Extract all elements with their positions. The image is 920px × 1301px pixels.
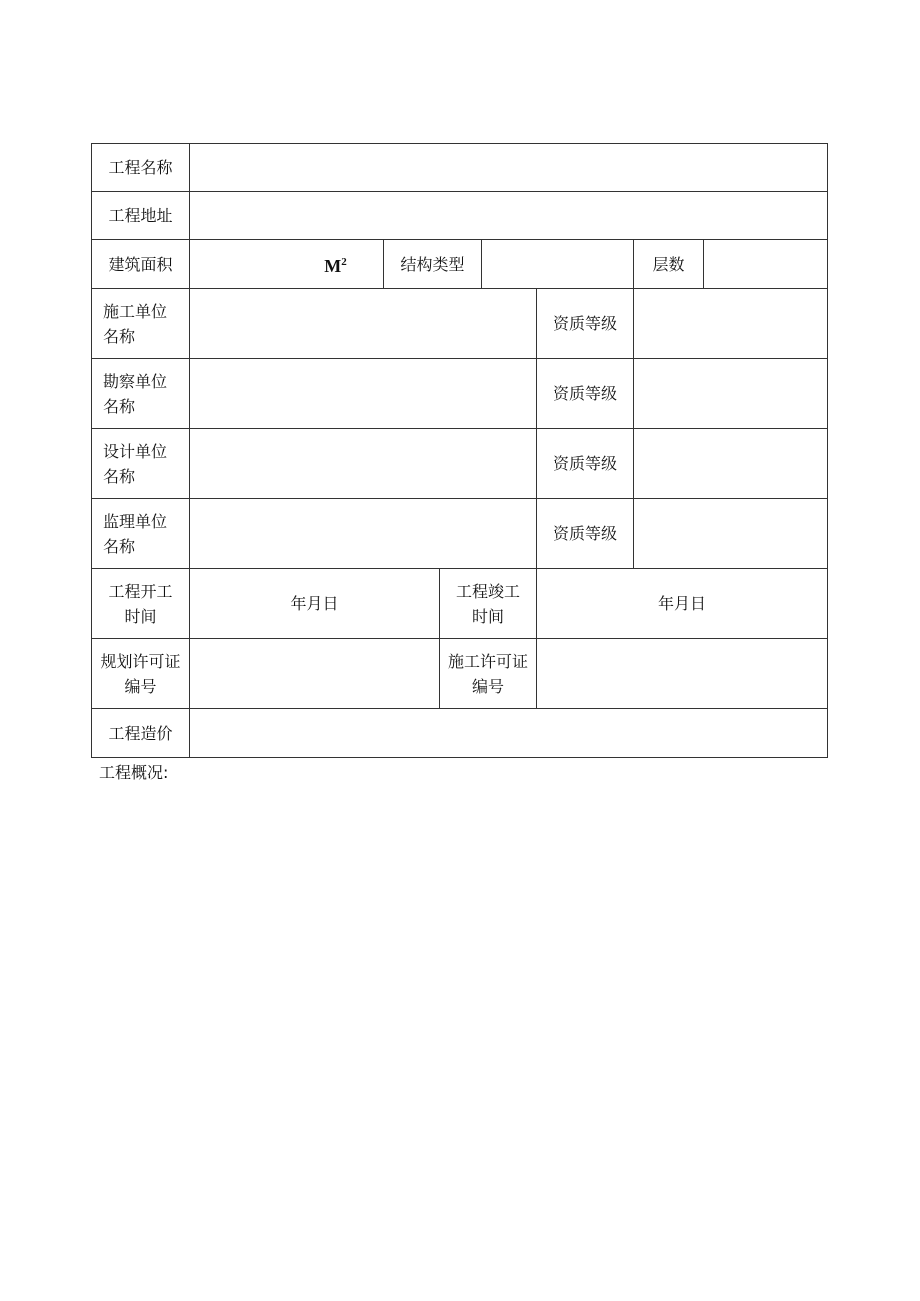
- floors-label: 层数: [652, 254, 685, 274]
- floors-field[interactable]: [704, 240, 827, 288]
- project-cost-label: 工程造价: [108, 723, 173, 743]
- planning-permit-field[interactable]: [190, 639, 439, 708]
- completion-time-label: 工程竣工 时间: [455, 581, 520, 626]
- construction-qualification-field[interactable]: [634, 289, 827, 358]
- design-qualification-label: 资质等级: [552, 454, 617, 473]
- building-area-label: 建筑面积: [108, 254, 173, 274]
- design-unit-field[interactable]: [190, 429, 536, 498]
- supervision-unit-label: 监理单位 名称: [103, 511, 168, 556]
- survey-unit-label: 勘察单位 名称: [103, 371, 168, 416]
- design-unit-label: 设计单位 名称: [103, 441, 168, 486]
- project-address-field[interactable]: [190, 192, 827, 239]
- construction-permit-label: 施工许可证 编号: [447, 651, 528, 696]
- start-date-field[interactable]: 年月日: [290, 594, 339, 613]
- project-info-form: [91, 143, 828, 758]
- supervision-qualification-label: 资质等级: [552, 524, 617, 543]
- survey-unit-field[interactable]: [190, 359, 536, 428]
- project-address-label: 工程地址: [108, 206, 173, 225]
- construction-qualification-label: 资质等级: [552, 314, 617, 333]
- supervision-qualification-field[interactable]: [634, 499, 827, 568]
- survey-qualification-label: 资质等级: [552, 384, 617, 403]
- structure-type-field[interactable]: [482, 240, 633, 288]
- project-name-label: 工程名称: [108, 158, 173, 177]
- project-name-field[interactable]: [190, 144, 827, 191]
- start-time-label: 工程开工 时间: [108, 581, 173, 626]
- construction-unit-field[interactable]: [190, 289, 536, 358]
- project-cost-field[interactable]: [190, 709, 827, 757]
- building-area-field[interactable]: [190, 240, 383, 288]
- construction-unit-label: 施工单位 名称: [103, 301, 168, 346]
- supervision-unit-field[interactable]: [190, 499, 536, 568]
- construction-permit-field[interactable]: [537, 639, 827, 708]
- design-qualification-field[interactable]: [634, 429, 827, 498]
- project-overview-label: 工程概况:: [99, 763, 169, 782]
- completion-date-field[interactable]: 年月日: [657, 594, 706, 613]
- planning-permit-label: 规划许可证 编号: [100, 651, 181, 696]
- structure-type-label: 结构类型: [400, 254, 465, 274]
- area-unit: $M^2$: [324, 255, 347, 276]
- survey-qualification-field[interactable]: [634, 359, 827, 428]
